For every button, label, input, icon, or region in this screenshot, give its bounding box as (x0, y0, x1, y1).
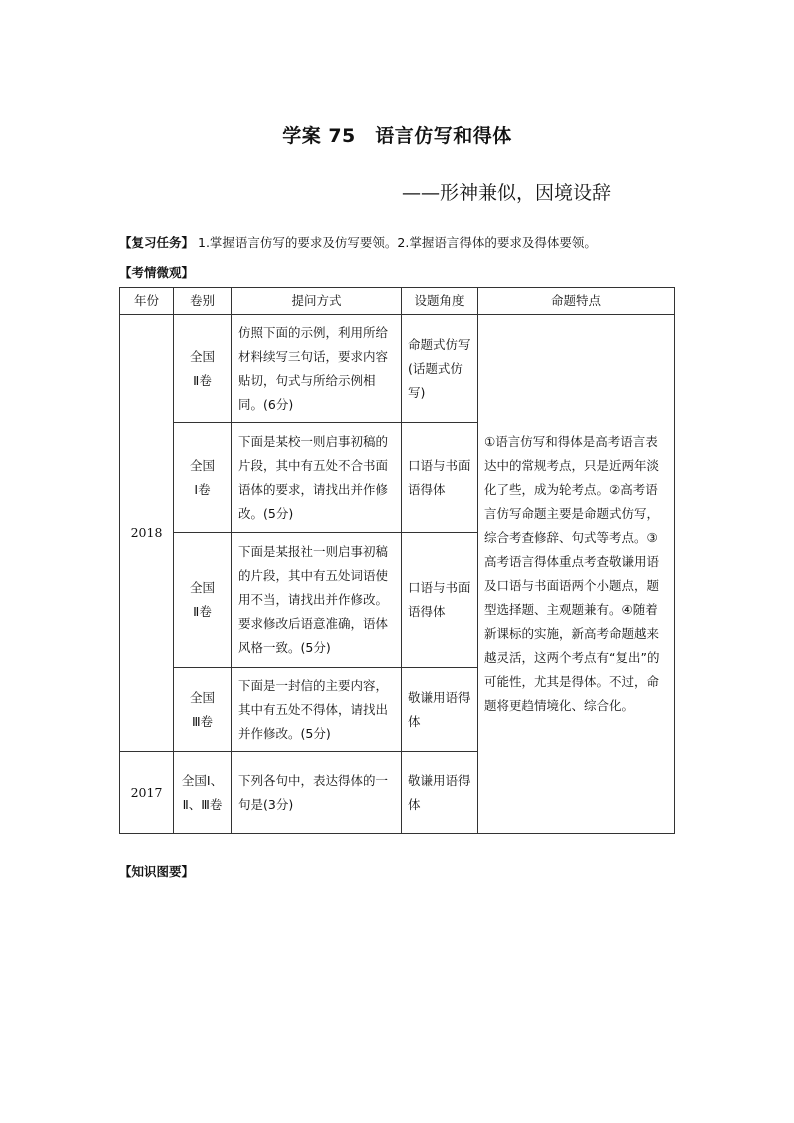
angle-cell: 口语与书面语得体 (402, 423, 478, 533)
review-task-text: 1.掌握语言仿写的要求及仿写要领。2.掌握语言得体的要求及得体要领。 (198, 235, 597, 250)
review-task-tag: 【复习任务】 (119, 235, 195, 250)
knowledge-section-label: 【知识图要】 (119, 864, 195, 879)
paper-cell: 全国 Ⅱ卷 (174, 315, 232, 423)
question-cell: 下面是某校一则启事初稿的片段，其中有五处不合书面语体的要求，请找出并作修改。(5分) (232, 423, 402, 533)
year-cell-2017: 2017 (120, 752, 174, 834)
exam-table (119, 287, 675, 834)
header-angle: 设题角度 (402, 288, 478, 315)
header-question: 提问方式 (232, 288, 402, 315)
paper-cell: 全国 Ⅰ卷 (174, 423, 232, 533)
page-subtitle: ——形神兼似，因境设辞 (402, 182, 612, 204)
angle-cell: 敬谦用语得体 (402, 752, 478, 834)
question-cell: 下列各句中，表达得体的一句是(3分) (232, 752, 402, 834)
year-cell-2018: 2018 (120, 315, 174, 752)
table-header-row (120, 288, 675, 315)
features-cell: ①语言仿写和得体是高考语言表达中的常规考点，只是近两年淡化了些，成为轮考点。②高考语言仿写命题主要是命题式仿写，综合考查修辞、句式等考点。③高考语言得体重点考查敬谦用语及口语与书面语两个小题点，题型选择题、主观题兼有。④随着新课标的实施，新高考命题越来越灵活，这两个考点有“复出”的可能性，尤其是得体。不过，命题将更趋情境化、综合化。 (478, 315, 675, 834)
question-cell: 仿照下面的示例，利用所给材料续写三句话，要求内容贴切，句式与所给示例相同。(6分) (232, 315, 402, 423)
question-cell: 下面是某报社一则启事初稿的片段，其中有五处词语使用不当，请找出并作修改。要求修改后语意准确，语体风格一致。(5分) (232, 533, 402, 668)
exam-section-label: 【考情微观】 (119, 265, 195, 280)
question-cell: 下面是一封信的主要内容，其中有五处不得体，请找出并作修改。(5分) (232, 668, 402, 752)
paper-cell: 全国 Ⅱ卷 (174, 533, 232, 668)
angle-cell: 命题式仿写(话题式仿写) (402, 315, 478, 423)
review-task (119, 233, 597, 251)
header-paper: 卷别 (174, 288, 232, 315)
page-title: 学案 75 语言仿写和得体 (282, 125, 512, 147)
header-year: 年份 (120, 288, 174, 315)
table-row (120, 315, 675, 423)
angle-cell: 敬谦用语得体 (402, 668, 478, 752)
paper-cell: 全国Ⅰ、Ⅱ、Ⅲ卷 (174, 752, 232, 834)
header-features: 命题特点 (478, 288, 675, 315)
angle-cell: 口语与书面语得体 (402, 533, 478, 668)
paper-cell: 全国 Ⅲ卷 (174, 668, 232, 752)
